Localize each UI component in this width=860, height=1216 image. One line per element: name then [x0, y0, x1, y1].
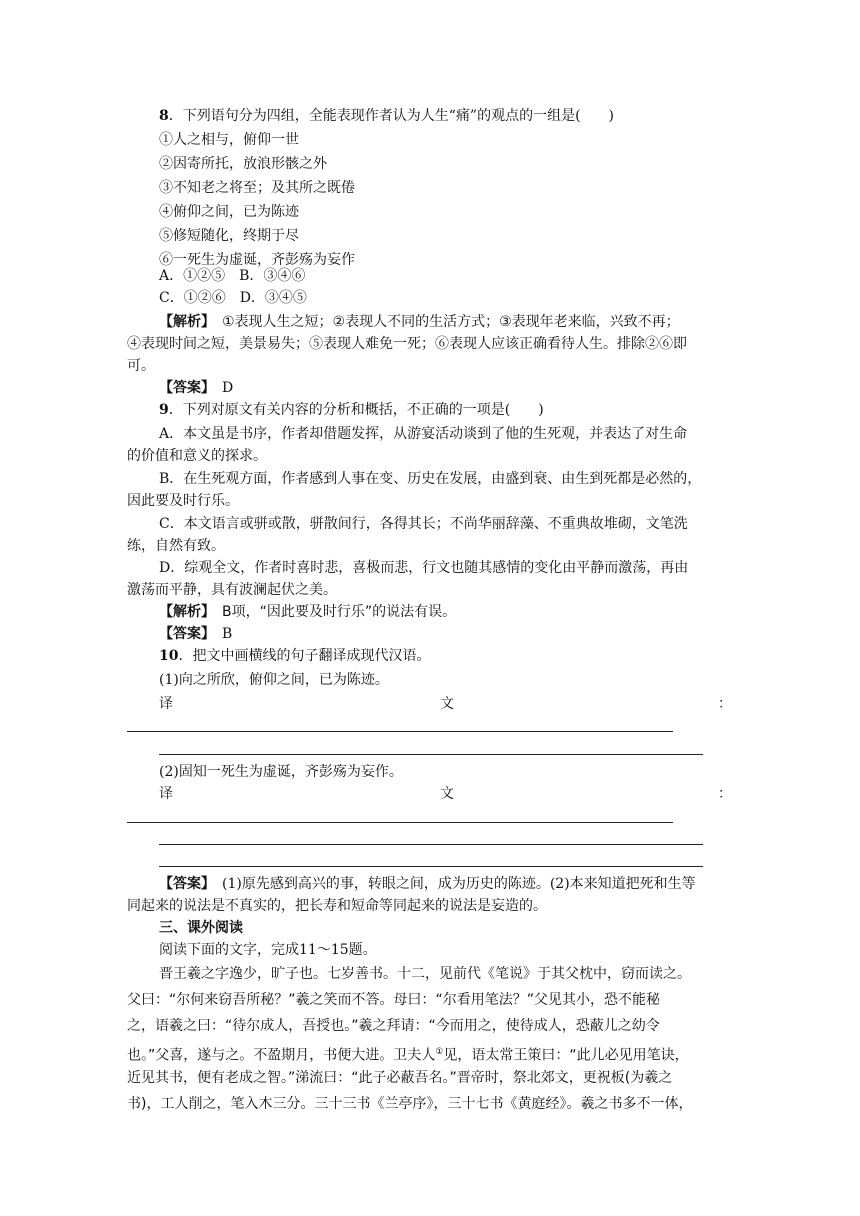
answer-line — [159, 844, 703, 845]
q8-item-6: ⑥一死生为虚诞，齐彭殇为妄作 — [159, 252, 355, 268]
q10-sentence-2: (2)固知一死生为虚诞，齐彭殇为妄作。 — [159, 764, 403, 780]
q8-item-2: ②因寄所托，放浪形骸之外 — [159, 156, 327, 172]
q8-analysis-line-2: ④表现时间之短，美景易失；⑤表现人难免一死；⑥表现人应该正确看待人生。排除②⑥即 — [127, 336, 687, 352]
q9-option-c-line-1: C．本文语言或骈或散，骈散间行，各得其长；不尚华丽辞藻、不重典故堆砌，文笔洗 — [159, 516, 688, 532]
q10-translation-label-2: 译 — [159, 786, 173, 802]
q10-stem: 10．把文中画横线的句子翻译成现代汉语。 — [159, 648, 431, 664]
passage-line-5: 近见其书，便有老成之智。”涕流曰：“此子必蔽吾名。”晋帝时，祭北郊文，更祝板(为羲之 — [127, 1070, 673, 1086]
passage-line-1: 晋王羲之字逸少，旷子也。七岁善书。十二，见前代《笔说》于其父枕中，窃而读之。 — [159, 966, 691, 982]
section-heading: 三、课外阅读 — [159, 920, 243, 936]
passage-line-2: 父曰：“尔何来窃吾所秘？”羲之笑而不答。母曰：“尔看用笔法？”父见其小，恐不能秘 — [127, 992, 661, 1008]
q10-translation-label-1: 译 — [159, 696, 173, 712]
q8-options-ab: A．①②⑤ B．③④⑥ — [159, 268, 306, 284]
passage-line-6: 书)，工人削之，笔入木三分。三十三书《兰亭序》，三十七书《黄庭经》。羲之书多不一体， — [127, 1096, 693, 1112]
q10-sentence-1: (1)向之所欣，俯仰之间，已为陈迹。 — [159, 672, 389, 688]
q8-answer: 【答案】 D — [159, 380, 234, 396]
q10-answer-line-2: 同起来的说法是不真实的，把长寿和短命等同起来的说法是妄造的。 — [127, 898, 547, 914]
q8-item-4: ④俯仰之间，已为陈迹 — [159, 204, 299, 220]
q9-option-a-line-2: 的价值和意义的探求。 — [127, 448, 267, 464]
q8-analysis-line-3: 可。 — [127, 358, 155, 374]
answer-line — [127, 822, 673, 823]
q9-stem: 9．下列对原文有关内容的分析和概括，不正确的一项是( ) — [159, 402, 544, 418]
q9-option-b-line-1: B．在生死观方面，作者感到人事在变、历史在发展，由盛到衰、由生到死都是必然的， — [159, 471, 702, 487]
q9-analysis: 【解析】 B项，“因此要及时行乐”的说法有误。 — [159, 604, 457, 620]
q8-item-1: ①人之相与，俯仰一世 — [159, 132, 299, 148]
q10-translation-colon-2: ： — [718, 786, 732, 802]
q9-option-c-line-2: 练，自然有致。 — [127, 538, 225, 554]
answer-line — [127, 731, 673, 732]
q10-translation-colon-1: ： — [718, 696, 732, 712]
q8-analysis-line-1: 【解析】 ①表现人生之短；②表现人不同的生活方式；③表现年老来临，兴致不再； — [159, 314, 680, 330]
passage-line-3: 之，语羲之曰：“待尔成人，吾授也。”羲之拜请：“今而用之，使待成人，恐蔽儿之幼令 — [127, 1018, 660, 1034]
q9-answer: 【答案】 B — [159, 626, 233, 642]
q10-translation-wen-2: 文 — [440, 786, 454, 802]
section-intro: 阅读下面的文字，完成11～15题。 — [159, 942, 377, 958]
q8-item-5: ⑤修短随化，终期于尽 — [159, 228, 299, 244]
q9-option-b-line-2: 因此要及时行乐。 — [127, 493, 239, 509]
q8-stem: 8．下列语句分为四组，全能表现作者认为人生“痛”的观点的一组是( ) — [159, 108, 614, 124]
q10-translation-wen-1: 文 — [440, 696, 454, 712]
q8-options-cd: C．①②⑥ D．③④⑤ — [159, 290, 307, 306]
q10-answer-line-1: 【答案】 (1)原先感到高兴的事，转眼之间，成为历史的陈迹。(2)本来知道把死和生等 — [159, 876, 696, 892]
q9-option-d-line-1: D．综观全文，作者时喜时悲，喜极而悲，行文也随其感情的变化由平静而激荡，再由 — [159, 560, 689, 576]
answer-line — [159, 754, 703, 755]
answer-line — [159, 866, 703, 867]
q9-option-a-line-1: A．本文虽是书序，作者却借题发挥，从游宴活动谈到了他的生死观，并表达了对生命 — [159, 426, 688, 442]
q8-item-3: ③不知老之将至；及其所之既倦 — [159, 180, 355, 196]
passage-line-4: 也。”父喜，遂与之。不盈期月，书便大进。卫夫人①见，语太常王策曰：“此儿必见用笔诀， — [127, 1047, 689, 1064]
q9-option-d-line-2: 激荡而平静，具有波澜起伏之美。 — [127, 582, 337, 598]
